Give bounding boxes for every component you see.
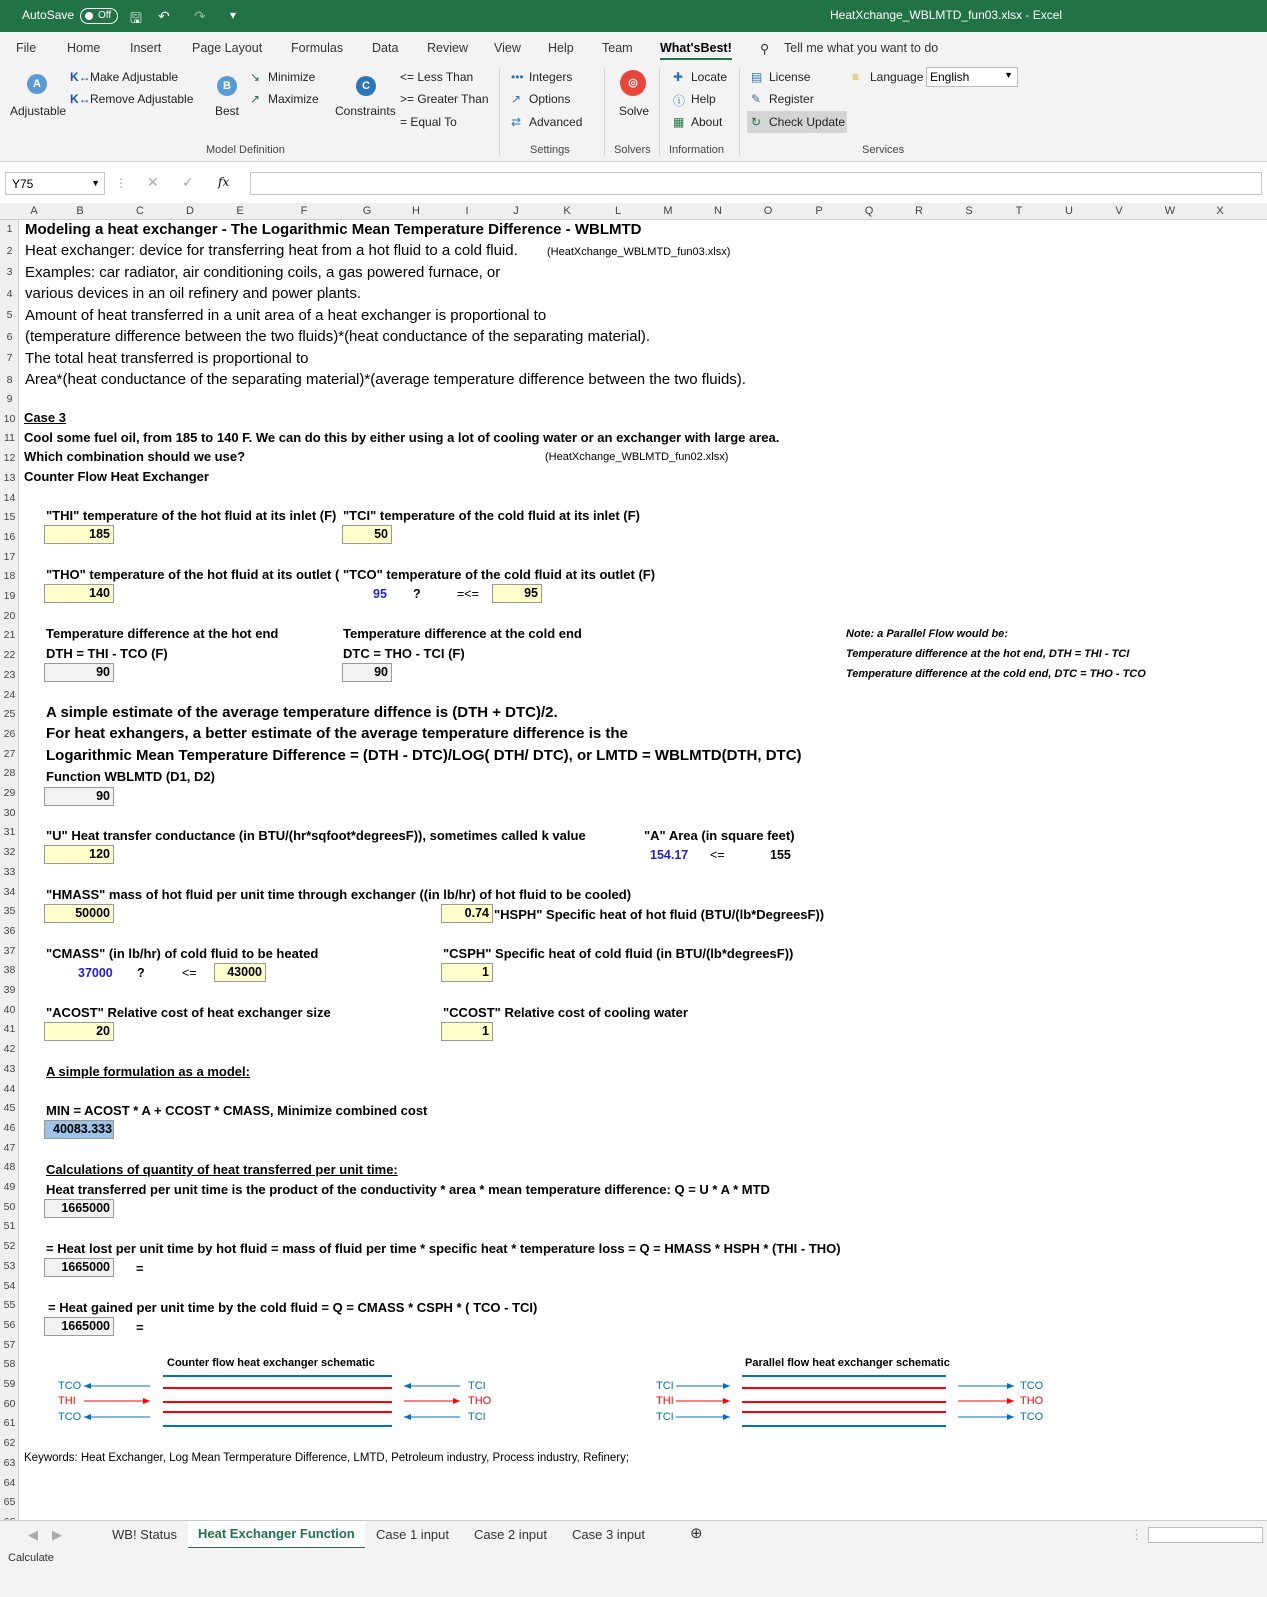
column-header[interactable]: T — [1015, 205, 1023, 217]
row-header[interactable]: 25 — [3, 708, 16, 721]
sheet-tab-heat-exchanger-function[interactable]: Heat Exchanger Function — [188, 1521, 365, 1549]
row-header[interactable]: 16 — [3, 530, 16, 543]
row-header[interactable]: 12 — [3, 452, 16, 465]
make-adjustable-button[interactable]: Make Adjustable — [90, 70, 179, 84]
remove-adjustable-icon: K↔ — [70, 92, 91, 106]
keywords: Keywords: Heat Exchanger, Log Mean Termperature Difference, LMTD, Petroleum industry, Process industry, Refinery; — [24, 1452, 630, 1464]
ribbon-separator — [659, 68, 660, 156]
calc-description: Heat transferred per unit time is the product of the conductivity * area * mean temperature difference: Q = U * A * MTD — [46, 1182, 770, 1197]
enter-icon[interactable]: ✓ — [182, 174, 194, 190]
column-header[interactable]: B — [76, 205, 84, 217]
counter-flow-diagram — [84, 1376, 460, 1426]
about-button[interactable]: About — [691, 115, 723, 129]
group-information: Information — [669, 144, 725, 156]
row-header[interactable]: 45 — [3, 1102, 16, 1115]
estimate-line-1: A simple estimate of the average temperature diffence is (DTH + DTC)/2. — [46, 704, 558, 721]
row-header[interactable]: 23 — [3, 668, 16, 681]
check-update-button[interactable]: Check Update — [769, 115, 846, 129]
flow-schematics — [20, 1370, 1267, 1440]
row-header[interactable]: 37 — [3, 944, 16, 957]
row-header[interactable]: 6 — [6, 330, 13, 343]
row-header[interactable]: 7 — [6, 352, 13, 365]
locate-icon: ✚ — [673, 70, 684, 84]
row-header[interactable]: 26 — [3, 727, 16, 740]
row-header[interactable]: 52 — [3, 1240, 16, 1253]
label-tho: THO — [1020, 1395, 1044, 1407]
filename-note: (HeatXchange_WBLMTD_fun03.xlsx) — [547, 246, 731, 258]
column-header[interactable]: M — [663, 205, 673, 217]
intro-line-2: Heat exchanger: device for transferring heat from a hot fluid to a cold fluid. — [25, 242, 518, 259]
tco-label: "TCO" temperature of the cold fluid at its outlet (F) — [343, 567, 656, 582]
case-question: Which combination should we use? — [24, 449, 246, 464]
column-header[interactable]: X — [1216, 205, 1224, 217]
column-header[interactable]: P — [815, 205, 823, 217]
tell-me-search[interactable]: Tell me what you want to do — [784, 41, 939, 55]
dth-cell[interactable]: 90 — [44, 663, 114, 682]
thi-label: "THI" temperature of the hot fluid at its inlet (F) — [46, 508, 337, 523]
locate-button[interactable]: Locate — [691, 70, 728, 84]
license-button[interactable]: License — [769, 70, 811, 84]
dtc-formula: DTC = THO - TCI (F) — [343, 646, 465, 661]
row-header[interactable]: 18 — [3, 570, 16, 583]
greater-than-button[interactable]: >= Greater Than — [400, 92, 489, 106]
area-bound-cell[interactable]: 155 — [770, 848, 791, 862]
row-header[interactable]: 19 — [3, 590, 16, 602]
sheet-tab-case-1-input[interactable]: Case 1 input — [376, 1527, 449, 1542]
hmass-cell[interactable]: 50000 — [44, 904, 114, 923]
ccost-label: "CCOST" Relative cost of cooling water — [443, 1005, 688, 1020]
formulation-heading: A simple formulation as a model: — [46, 1064, 250, 1079]
tci-label: "TCI" temperature of the cold fluid at its inlet (F) — [343, 508, 640, 523]
area-relation: <= — [710, 848, 725, 862]
register-button[interactable]: Register — [769, 92, 814, 106]
column-header[interactable]: U — [1065, 205, 1073, 217]
row-header[interactable]: 53 — [3, 1259, 16, 1272]
objective-label: MIN = ACOST * A + CCOST * CMASS, Minimize combined cost — [46, 1103, 428, 1118]
row-headers — [0, 220, 19, 1540]
exchanger-type: Counter Flow Heat Exchanger — [24, 469, 209, 484]
tco-relation: =<= — [457, 587, 479, 601]
dtc-cell[interactable]: 90 — [342, 663, 392, 682]
customize-icon[interactable]: ▾ — [230, 8, 237, 22]
label-tci: TCI — [468, 1411, 486, 1423]
row-header[interactable]: 24 — [3, 688, 16, 701]
integers-icon: ••• — [511, 70, 524, 84]
dth-heading: Temperature difference at the hot end — [46, 626, 279, 641]
cmass-bound-cell[interactable]: 43000 — [214, 963, 266, 982]
tco-question: ? — [413, 587, 421, 601]
save-icon[interactable]: 🖫 — [130, 10, 142, 26]
row-header[interactable]: 65 — [3, 1496, 16, 1509]
help-button[interactable]: Help — [691, 92, 716, 106]
row-header[interactable]: 63 — [3, 1456, 16, 1469]
maximize-button[interactable]: Maximize — [268, 92, 319, 106]
sheet-tabs — [0, 1520, 1267, 1548]
row-header[interactable]: 38 — [3, 964, 16, 977]
column-header[interactable]: C — [136, 205, 144, 217]
row-header[interactable]: 4 — [6, 287, 13, 300]
language-label: Language — [870, 70, 924, 84]
redo-icon[interactable]: ↷ — [194, 8, 206, 24]
tco-bound-cell[interactable]: 95 — [492, 584, 542, 603]
row-header[interactable]: 49 — [3, 1181, 16, 1193]
lmtd-definition: Logarithmic Mean Temperature Difference = (DTH - DTC)/LOG( DTH/ DTC), or LMTD = WBLMTD(DTH, DTC) — [46, 747, 802, 764]
lmtd-cell[interactable]: 90 — [44, 787, 114, 806]
row-header[interactable]: 56 — [3, 1318, 16, 1331]
row-header[interactable]: 29 — [3, 787, 16, 799]
row-header[interactable]: 33 — [3, 865, 16, 878]
label-tco: TCO — [58, 1411, 82, 1423]
intro-line-7: The total heat transferred is proportional to — [25, 350, 309, 367]
status-bar — [0, 1548, 1267, 1597]
row-header[interactable]: 3 — [6, 266, 13, 279]
label-tco: TCO — [58, 1380, 82, 1392]
parallel-note: Note: a Parallel Flow would be: — [846, 628, 1008, 640]
case-label: Case 3 — [24, 410, 66, 425]
hmass-label: "HMASS" mass of hot fluid per unit time through exchanger ((in lb/hr) of hot fluid to be cooled) — [46, 887, 632, 902]
row-header[interactable]: 28 — [3, 767, 16, 780]
autosave-label: AutoSave — [22, 8, 75, 22]
column-header[interactable]: O — [763, 205, 773, 217]
cmass-cell[interactable]: 37000 — [78, 966, 113, 980]
dtc-heading: Temperature difference at the cold end — [343, 626, 582, 641]
ccost-cell[interactable]: 1 — [441, 1022, 493, 1041]
status-text: Calculate — [8, 1552, 54, 1564]
column-header[interactable]: R — [915, 205, 923, 217]
label-tco: TCO — [1020, 1411, 1044, 1423]
row-header[interactable]: 59 — [3, 1378, 16, 1390]
column-header[interactable]: D — [186, 205, 194, 217]
adjustable-button[interactable]: Adjustable — [10, 104, 67, 118]
area-cell[interactable]: 154.17 — [650, 848, 689, 862]
row-header[interactable]: 39 — [3, 984, 16, 996]
row-header[interactable]: 35 — [3, 905, 16, 918]
advanced-icon: ⇄ — [511, 115, 522, 129]
parallel-note-cold: Temperature difference at the cold end, DTC = THO - TCO — [846, 668, 1146, 680]
row-header[interactable]: 31 — [3, 826, 16, 839]
row-header[interactable]: 41 — [3, 1023, 16, 1036]
row-header[interactable]: 46 — [3, 1121, 16, 1134]
intro-line-4: various devices in an oil refinery and power plants. — [25, 285, 362, 302]
column-header[interactable]: E — [236, 205, 244, 217]
estimate-line-2: For heat exhangers, a better estimate of the average temperature difference is the — [46, 725, 628, 742]
scroll-left-icon[interactable]: ◀ — [28, 1527, 38, 1542]
column-header[interactable]: F — [300, 205, 308, 217]
row-header[interactable]: 30 — [3, 806, 16, 819]
best-button[interactable]: Best — [215, 104, 240, 118]
u-label: "U" Heat transfer conductance (in BTU/(hr*sqfoot*degreesF)), sometimes called k value — [46, 828, 586, 843]
label-tco: TCO — [1020, 1380, 1044, 1392]
about-icon: ▦ — [673, 115, 685, 129]
row-header[interactable]: 34 — [3, 885, 16, 898]
label-thi: THI — [656, 1395, 674, 1407]
q-hot-cell[interactable]: 1665000 — [44, 1258, 114, 1277]
parallel-flow-title: Parallel flow heat exchanger schematic — [745, 1357, 950, 1369]
formula-bar — [0, 168, 1267, 198]
tab-insert[interactable]: Insert — [130, 41, 162, 55]
label-tci: TCI — [468, 1380, 486, 1392]
ribbon — [0, 62, 1267, 162]
label-tci: TCI — [656, 1380, 674, 1392]
solve-button[interactable]: Solve — [619, 104, 650, 118]
title-bar — [0, 0, 1267, 32]
tab-help[interactable]: Help — [548, 41, 574, 55]
tab-home[interactable]: Home — [67, 41, 101, 55]
row-header[interactable]: 22 — [3, 649, 16, 662]
dth-formula: DTH = THI - TCO (F) — [46, 646, 168, 661]
row-header[interactable]: 1 — [6, 223, 13, 235]
column-header[interactable]: A — [30, 205, 38, 217]
acost-cell[interactable]: 20 — [44, 1022, 114, 1041]
row-header[interactable]: 14 — [3, 491, 16, 504]
license-icon: ▤ — [751, 70, 763, 84]
group-model-definition: Model Definition — [206, 144, 285, 156]
ribbon-separator — [499, 68, 500, 156]
intro-line-8: Area*(heat conductance of the separating material)*(average temperature difference between the two fluids). — [25, 371, 746, 388]
column-header[interactable]: G — [362, 205, 372, 217]
row-header[interactable]: 44 — [3, 1082, 16, 1095]
row-header[interactable]: 42 — [3, 1043, 16, 1056]
heat-lost-label: = Heat lost per unit time by hot fluid = mass of fluid per time * specific heat * temperature loss = Q = HMASS * HSPH * (THI - THO) — [46, 1241, 841, 1256]
row-header[interactable]: 50 — [3, 1200, 16, 1213]
parallel-flow-diagram — [676, 1376, 1014, 1426]
tab-file[interactable]: File — [16, 41, 37, 55]
row-header[interactable]: 32 — [3, 846, 16, 859]
function-label: Function WBLMTD (D1, D2) — [46, 769, 215, 784]
name-box[interactable] — [5, 172, 105, 195]
intro-line-5: Amount of heat transferred in a unit area of a heat exchanger is proportional to — [25, 307, 547, 324]
add-sheet-icon[interactable]: ⊕ — [690, 1525, 703, 1542]
column-header[interactable]: K — [563, 205, 571, 217]
intro-line-6: (temperature difference between the two fluids)*(heat conductance of the separating material). — [25, 328, 651, 345]
row-header[interactable]: 13 — [3, 471, 16, 484]
row-header[interactable]: 17 — [3, 550, 16, 563]
column-header[interactable]: S — [965, 205, 973, 217]
name-box-value: Y75 — [12, 177, 34, 191]
chevron-down-icon: ▼ — [91, 178, 100, 188]
column-header[interactable]: L — [614, 205, 622, 217]
hsph-cell[interactable]: 0.74 — [441, 904, 493, 923]
solve-icon[interactable]: ◎ — [620, 70, 646, 96]
hsph-label: "HSPH" Specific heat of hot fluid (BTU/(lb*DegreesF)) — [494, 907, 825, 922]
language-value: English — [930, 70, 970, 84]
ribbon-separator — [739, 68, 740, 156]
q-uamtd-cell[interactable]: 1665000 — [44, 1199, 114, 1218]
cmass-relation: <= — [182, 966, 197, 980]
row-header[interactable]: 60 — [3, 1397, 16, 1410]
thi-cell[interactable]: 185 — [44, 525, 114, 544]
row-header[interactable]: 9 — [6, 393, 13, 405]
tho-cell[interactable]: 140 — [44, 584, 114, 603]
column-header[interactable]: W — [1164, 205, 1176, 217]
row-header[interactable]: 54 — [3, 1279, 16, 1292]
group-services: Services — [862, 144, 905, 156]
u-cell[interactable]: 120 — [44, 845, 114, 864]
row-header[interactable]: 57 — [3, 1338, 16, 1351]
tab-formulas[interactable]: Formulas — [291, 41, 344, 55]
row-header[interactable]: 62 — [3, 1437, 16, 1450]
row-header[interactable]: 51 — [3, 1220, 16, 1233]
column-headers — [0, 203, 1267, 220]
filename-note-2: (HeatXchange_WBLMTD_fun02.xlsx) — [545, 451, 729, 463]
scroll-right-icon[interactable]: ▶ — [52, 1527, 62, 1542]
ribbon-tabs — [0, 32, 1267, 62]
label-thi: THI — [58, 1395, 76, 1407]
intro-line-3: Examples: car radiator, air conditioning coils, a gas powered furnace, or — [25, 264, 501, 281]
worksheet[interactable] — [20, 220, 1267, 1540]
equals-sign: = — [136, 1320, 144, 1335]
column-header[interactable]: I — [465, 205, 469, 217]
advanced-button[interactable]: Advanced — [529, 115, 583, 129]
search-icon[interactable]: ⚲ — [760, 42, 770, 56]
group-solvers: Solvers — [614, 144, 651, 156]
row-header[interactable]: 10 — [3, 412, 16, 425]
column-header[interactable]: J — [513, 205, 519, 217]
sheet-title: Modeling a heat exchanger - The Logarithmic Mean Temperature Difference - WBLMTD — [25, 221, 642, 238]
row-header[interactable]: 20 — [3, 609, 16, 622]
best-icon[interactable]: B — [217, 76, 237, 96]
parallel-note-hot: Temperature difference at the hot end, DTH = THI - TCI — [846, 648, 1130, 660]
counter-flow-title: Counter flow heat exchanger schematic — [167, 1357, 375, 1369]
case-description: Cool some fuel oil, from 185 to 140 F. We can do this by either using a lot of cooling water or an exchanger with large area. — [24, 430, 780, 445]
column-header[interactable]: N — [714, 205, 722, 217]
fx-icon[interactable]: fx — [218, 175, 230, 189]
row-header[interactable]: 8 — [6, 373, 13, 386]
tab-view[interactable]: View — [494, 41, 521, 55]
row-header[interactable]: 48 — [3, 1161, 16, 1174]
row-header[interactable]: 40 — [3, 1003, 16, 1016]
equal-to-button[interactable]: = Equal To — [400, 115, 457, 129]
objective-cell[interactable]: 40083.333 — [44, 1120, 114, 1139]
label-tho: THO — [468, 1395, 492, 1407]
tco-cell[interactable]: 95 — [373, 587, 387, 601]
csph-cell[interactable]: 1 — [441, 963, 493, 982]
horizontal-scrollbar[interactable] — [1148, 1527, 1263, 1543]
column-header[interactable]: H — [412, 205, 420, 217]
tab-data[interactable]: Data — [372, 41, 399, 55]
formula-input[interactable] — [250, 172, 1262, 195]
make-adjustable-icon: K↔ — [70, 70, 91, 84]
remove-adjustable-button[interactable]: Remove Adjustable — [90, 92, 194, 106]
undo-icon[interactable]: ↶ — [158, 8, 170, 24]
row-header[interactable]: 47 — [3, 1141, 16, 1154]
row-header[interactable]: 43 — [3, 1062, 16, 1075]
register-icon: ✎ — [751, 92, 762, 106]
help-icon: ⓘ — [673, 94, 686, 108]
row-header[interactable]: 21 — [3, 629, 16, 642]
row-header[interactable]: 64 — [3, 1476, 16, 1489]
row-header[interactable]: 5 — [6, 309, 13, 322]
tci-cell[interactable]: 50 — [342, 525, 392, 544]
cmass-question: ? — [137, 966, 145, 980]
adjustable-icon[interactable]: A — [27, 74, 47, 94]
equals-sign: = — [136, 1261, 144, 1276]
more-icon: ⋮ — [115, 176, 127, 190]
row-header[interactable]: 58 — [3, 1358, 16, 1371]
csph-label: "CSPH" Specific heat of cold fluid (in BTU/(lb*degreesF)) — [443, 946, 794, 961]
more-icon: ⋮ — [1130, 1527, 1143, 1542]
minimize-icon: ↘ — [250, 70, 261, 84]
tab-team[interactable]: Team — [602, 41, 633, 55]
row-header[interactable]: 61 — [3, 1417, 16, 1430]
chevron-down-icon: ▼ — [1004, 70, 1013, 80]
tab-review[interactable]: Review — [427, 41, 468, 55]
minimize-button[interactable]: Minimize — [268, 70, 316, 84]
sheet-tab-case-2-input[interactable]: Case 2 input — [474, 1527, 547, 1542]
row-header[interactable]: 36 — [3, 924, 16, 937]
options-button[interactable]: Options — [529, 92, 571, 106]
constraints-button[interactable]: Constraints — [335, 104, 396, 118]
options-icon: ↗ — [511, 92, 522, 106]
sheet-tab-case-3-input[interactable]: Case 3 input — [572, 1527, 645, 1542]
area-label: "A" Area (in square feet) — [644, 828, 795, 843]
heat-gained-label: = Heat gained per unit time by the cold fluid = Q = CMASS * CSPH * ( TCO - TCI) — [48, 1300, 538, 1315]
label-tci: TCI — [656, 1411, 674, 1423]
cancel-icon[interactable]: ✕ — [147, 174, 159, 190]
row-header[interactable]: 11 — [4, 432, 15, 445]
acost-label: "ACOST" Relative cost of heat exchanger size — [46, 1005, 331, 1020]
tab-whatsbest[interactable]: What'sBest! — [660, 41, 732, 60]
row-header[interactable]: 55 — [3, 1299, 16, 1312]
calc-heading: Calculations of quantity of heat transferred per unit time: — [46, 1162, 398, 1177]
autosave-toggle[interactable]: Off — [80, 8, 118, 24]
group-settings: Settings — [530, 144, 570, 156]
column-header[interactable]: Q — [864, 205, 874, 217]
integers-button[interactable]: Integers — [529, 70, 573, 84]
q-cold-cell[interactable]: 1665000 — [44, 1317, 114, 1336]
window-title: HeatXchange_WBLMTD_fun03.xlsx - Excel — [830, 8, 1063, 22]
check-update-icon: ↻ — [751, 115, 762, 129]
language-icon: ≡ — [852, 70, 860, 84]
maximize-icon: ↗ — [250, 92, 261, 106]
ribbon-separator — [604, 68, 605, 156]
cmass-label: "CMASS" (in lb/hr) of cold fluid to be heated — [46, 946, 319, 961]
language-select[interactable] — [926, 67, 1018, 87]
tab-page-layout[interactable]: Page Layout — [192, 41, 263, 55]
tho-label: "THO" temperature of the hot fluid at its outlet ( — [46, 567, 340, 582]
row-header[interactable]: 2 — [6, 244, 13, 257]
less-than-button[interactable]: <= Less Than — [400, 70, 474, 84]
constraints-icon[interactable]: C — [356, 76, 376, 96]
sheet-tab-wb-status[interactable]: WB! Status — [112, 1527, 178, 1542]
column-header[interactable]: V — [1115, 205, 1123, 217]
row-header[interactable]: 27 — [3, 747, 16, 760]
row-header[interactable]: 15 — [3, 511, 16, 524]
